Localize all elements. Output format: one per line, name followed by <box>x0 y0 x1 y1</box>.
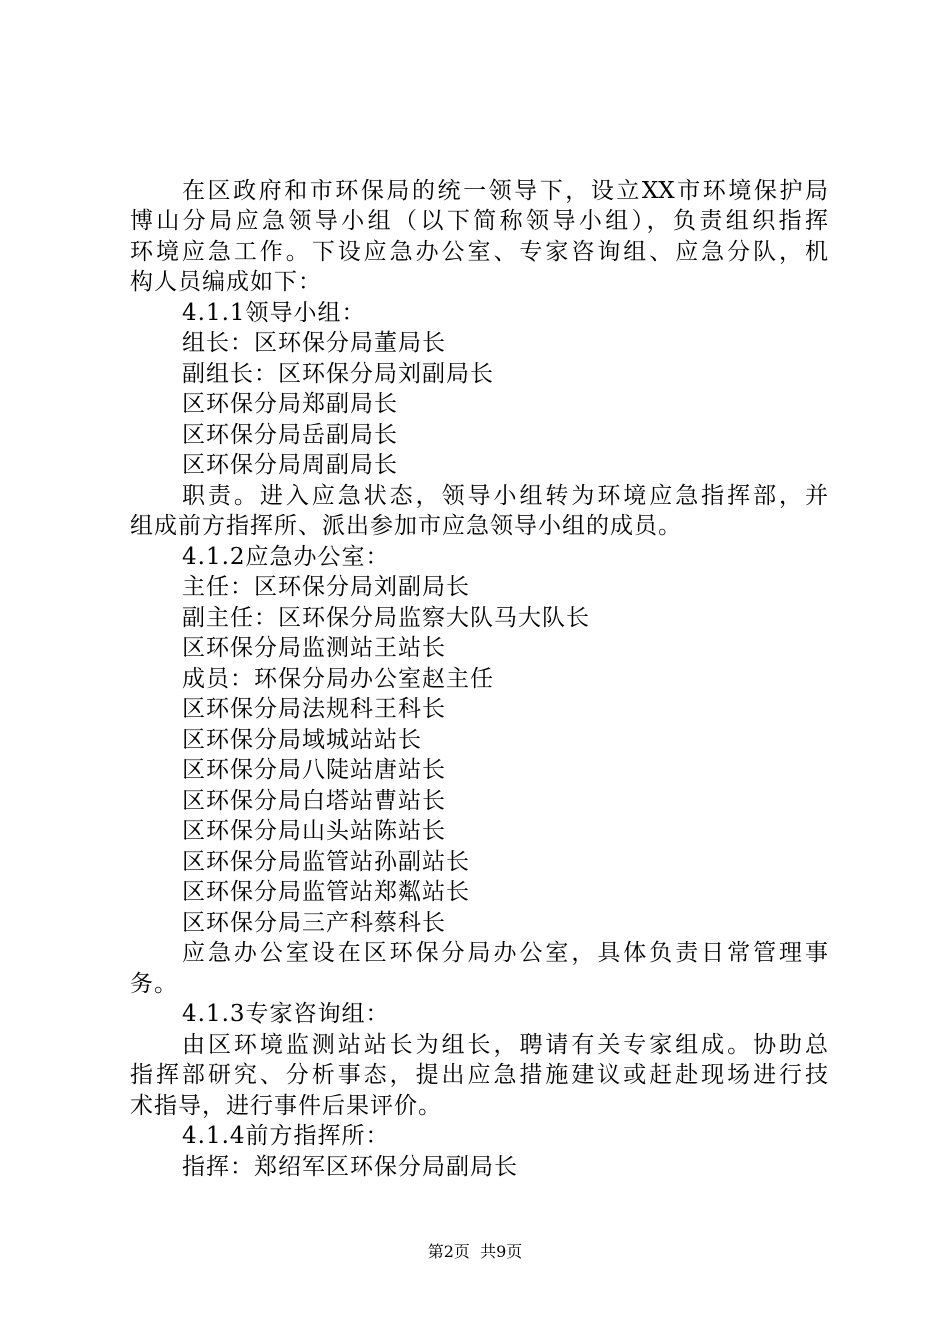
text-span: 由区环境监测站站长为组长，聘请有关专家组成。协助总 <box>182 1032 828 1058</box>
text-span: 指挥部研究、分析事态，提出应急措施建议或赶赴现场进行技 <box>130 1062 828 1088</box>
paragraph-line: 组成前方指挥所、派出参加市应急领导小组的成员。 <box>130 513 682 539</box>
paragraph-line <box>130 1060 828 1090</box>
paragraph-line <box>182 938 828 968</box>
section-heading: 4.1.2应急办公室： <box>182 544 390 570</box>
member-line: 区环保分局域城站站长 <box>182 727 422 753</box>
page-number: 第2页 共9页 <box>427 1242 523 1261</box>
section-heading: 4.1.1领导小组： <box>182 300 366 326</box>
section-heading: 4.1.4前方指挥所： <box>182 1123 390 1149</box>
member-line: 区环保分局三产科蔡科长 <box>182 910 446 936</box>
member-line: 区环保分局八陡站唐站长 <box>182 757 446 783</box>
member-line: 副组长：区环保分局刘副局长 <box>182 361 494 387</box>
member-line: 主任：区环保分局刘副局长 <box>182 574 470 600</box>
member-line: 区环保分局郑副局长 <box>182 391 398 417</box>
text-span: 职责。进入应急状态，领导小组转为环境应急指挥部，并 <box>182 483 828 509</box>
paragraph-line: 构人员编成如下： <box>130 269 322 295</box>
paragraph-line <box>182 481 828 511</box>
text-span: 应急办公室设在区环保分局办公室，具体负责日常管理事 <box>182 940 828 966</box>
paragraph-line <box>130 237 828 267</box>
text-span: 环境应急工作。下设应急办公室、专家咨询组、应急分队，机 <box>130 239 828 265</box>
member-line: 区环保分局法规科王科长 <box>182 696 446 722</box>
paragraph-line <box>130 206 828 236</box>
member-line: 区环保分局监管站郑粼站长 <box>182 879 470 905</box>
paragraph-line <box>182 1030 828 1060</box>
member-line: 区环保分局山头站陈站长 <box>182 818 446 844</box>
text-span: 博山分局应急领导小组（以下简称领导小组），负责组织指挥 <box>130 208 828 234</box>
member-line: 区环保分局监管站孙副站长 <box>182 849 470 875</box>
page-footer <box>0 1241 950 1263</box>
section-heading: 4.1.3专家咨询组： <box>182 1001 390 1027</box>
member-line: 副主任：区环保分局监察大队马大队长 <box>182 605 590 631</box>
paragraph-line: 术指导，进行事件后果评价。 <box>130 1093 442 1119</box>
paragraph-line <box>182 176 828 206</box>
member-line: 区环保分局岳副局长 <box>182 422 398 448</box>
member-line: 区环保分局监测站王站长 <box>182 635 446 661</box>
member-line: 区环保分局周副局长 <box>182 452 398 478</box>
member-line: 成员：环保分局办公室赵主任 <box>182 666 494 692</box>
member-line: 组长：区环保分局董局长 <box>182 330 446 356</box>
member-line: 区环保分局白塔站曹站长 <box>182 788 446 814</box>
text-span: 在区政府和市环保局的统一领导下，设立XX市环境保护局 <box>182 178 828 204</box>
paragraph-line: 务。 <box>130 971 178 997</box>
member-line: 指挥：郑绍军区环保分局副局长 <box>182 1154 518 1180</box>
